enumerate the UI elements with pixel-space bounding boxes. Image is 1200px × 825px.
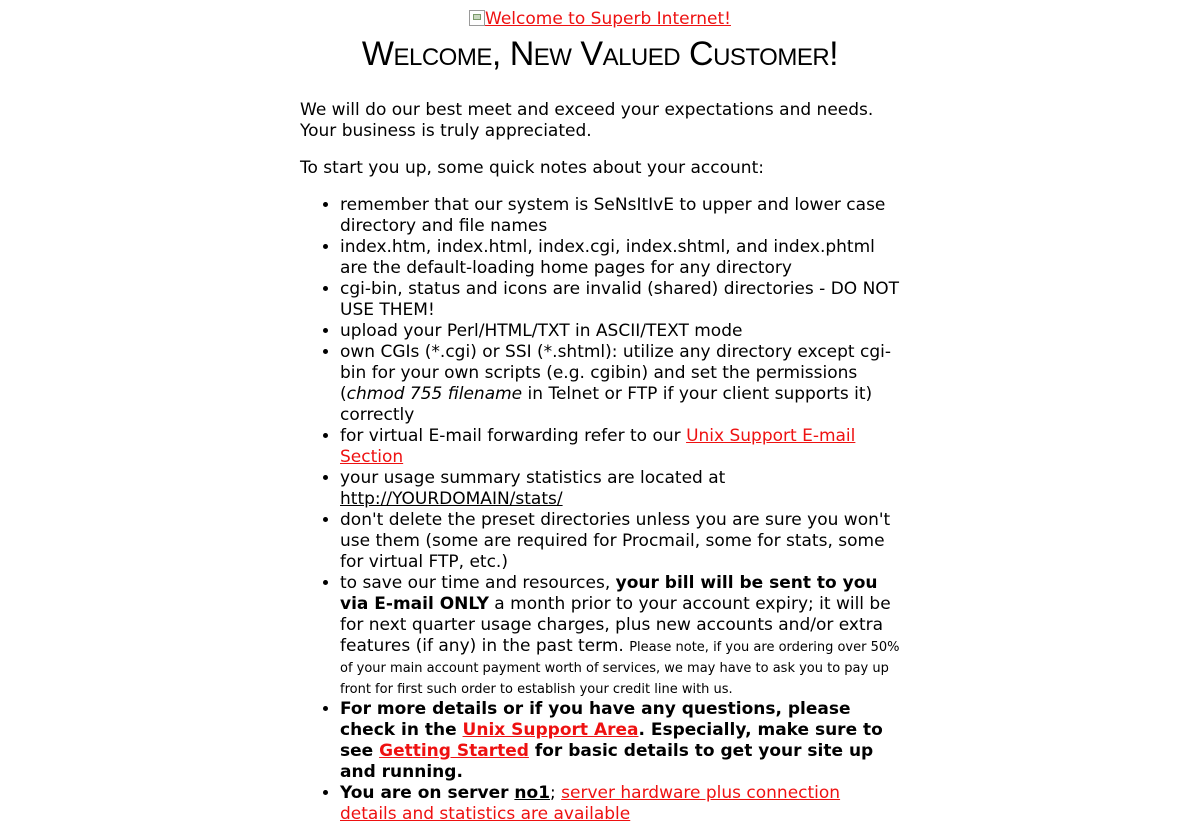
list-item-cgi xyxy=(340,342,900,426)
list-item-stats xyxy=(340,468,900,510)
server-separator: ; xyxy=(550,783,562,803)
billing-text-before: to save our time and resources, xyxy=(340,573,616,593)
list-item-billing xyxy=(340,573,900,699)
server-bold-block xyxy=(340,783,550,803)
getting-started-link[interactable]: Getting Started xyxy=(379,741,529,761)
unix-support-email-link[interactable]: Unix Support E-mail Section xyxy=(340,426,856,467)
intro-paragraph: We will do our best meet and exceed your expectations and needs. Your business is truly appreciated. xyxy=(300,100,874,141)
broken-image-icon xyxy=(469,10,485,26)
banner-link[interactable] xyxy=(469,9,731,29)
page xyxy=(300,0,900,825)
list-item-email-forwarding xyxy=(340,426,900,468)
unix-support-area-link[interactable]: Unix Support Area xyxy=(462,720,639,740)
list-item-server xyxy=(340,783,900,825)
cgi-text-before: own CGIs (*.cgi) or SSI (*.shtml): utilize any directory except cgi-bin for your own scripts (e.g. cgibin) and set the permissions ( xyxy=(340,342,891,404)
support-text-before: For more details or if you have any questions, please check in the xyxy=(340,699,851,740)
server-details-link[interactable]: server hardware plus connection details and statistics are available xyxy=(340,783,841,824)
server-text-before: You are on server xyxy=(340,783,515,803)
support-text-after: for basic details to get your site up and running. xyxy=(340,741,874,782)
billing-bold-text: your bill will be sent to you via E-mail ONLY xyxy=(340,573,878,614)
banner xyxy=(300,8,900,30)
account-notes-list xyxy=(300,195,900,825)
billing-small-note: Please note, if you are ordering over 50% of your main account payment worth of services, we may have to ask you to pay up front for first such order to establish your credit line with us. xyxy=(340,640,900,697)
lead-paragraph: To start you up, some quick notes about your account: xyxy=(300,158,764,178)
list-item-case-sensitive: • remember that our system is SeNsItIvE to upper and lower case directory and file names xyxy=(340,195,900,237)
list-item-upload-mode: • upload your Perl/HTML/TXT in ASCII/TEXT mode xyxy=(340,321,900,342)
server-name-link[interactable]: no1 xyxy=(514,783,551,803)
stats-text: your usage summary statistics are located at xyxy=(340,468,726,488)
stats-url-link[interactable]: http://YOURDOMAIN/stats/ xyxy=(340,489,563,509)
support-bold-block xyxy=(340,699,883,782)
billing-text-after: a month prior to your account expiry; it will be for next quarter usage charges, plus new accounts and/or extra features (if any) in the past term. xyxy=(340,594,891,656)
cgi-text-after: in Telnet or FTP if your client supports it) correctly xyxy=(340,384,873,425)
list-item-preset-dirs: • don't delete the preset directories unless you are sure you won't use them (some are required for Procmail, some for stats, some for virtual FTP, etc.) xyxy=(340,510,900,573)
list-item-invalid-dirs: • cgi-bin, status and icons are invalid (shared) directories - DO NOT USE THEM! xyxy=(340,279,900,321)
list-item-support xyxy=(340,699,900,783)
support-text-middle: . Especially, make sure to see xyxy=(340,720,883,761)
page-title: Welcome, New Valued Customer! xyxy=(361,35,839,73)
email-forwarding-text: for virtual E-mail forwarding refer to our xyxy=(340,426,687,446)
chmod-command: chmod 755 filename xyxy=(346,384,523,404)
list-item-index-pages: • index.htm, index.html, index.cgi, index.shtml, and index.phtml are the default-loading home pages for any directory xyxy=(340,237,900,279)
banner-alt-text: Welcome to Superb Internet! xyxy=(485,9,731,29)
